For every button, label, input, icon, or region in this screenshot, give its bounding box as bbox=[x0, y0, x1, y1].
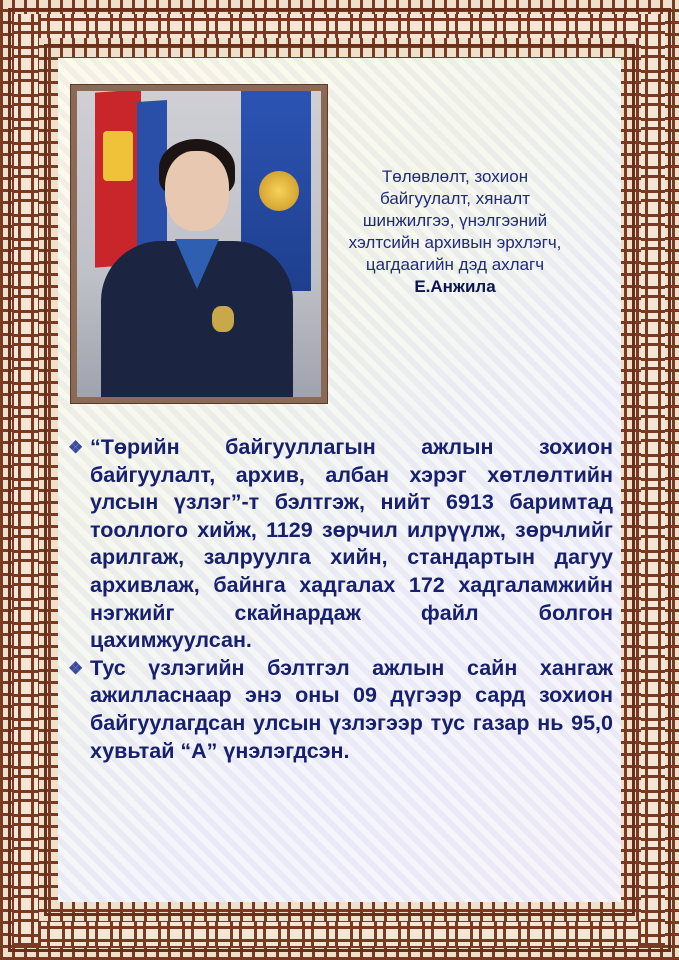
uniform-badge bbox=[212, 306, 234, 332]
diamond-bullet-icon: ❖ bbox=[68, 658, 84, 678]
person-name: Е.Анжила bbox=[414, 277, 496, 296]
portrait-photo bbox=[77, 91, 321, 397]
face bbox=[165, 151, 229, 231]
achievement-list bbox=[68, 434, 613, 765]
portrait-caption bbox=[341, 166, 569, 298]
list-item bbox=[68, 655, 613, 765]
diamond-bullet-icon: ❖ bbox=[68, 438, 84, 457]
soyombo-symbol bbox=[103, 131, 133, 181]
list-item-text: Тус үзлэгийн бэлтгэл ажлын сайн хангаж ажилласнаар энэ оны 09 дүгээр сард зохион байгуулагдсан улсын үзлэгээр тус газар нь 95,0 хувьтай “А” үнэлэгдсэн. bbox=[90, 655, 613, 763]
content-panel bbox=[58, 58, 621, 902]
portrait-frame bbox=[71, 85, 327, 403]
list-item-text: “Төрийн байгууллагын ажлын зохион байгуулалт, архив, албан хэрэг хөтлөлтийн улсын үзлэг”-т бэлтгэж, нийт 6913 баримтад тооллого хийж, 1129 зөрчил илрүүлж, зөрчлийг арилгаж, залруулга хийн, стандартын дагуу архивлаж, байнга хадгалах 172 хадгаламжийн нэгжийг скайнардаж файл болгон цахимжуулсан. bbox=[90, 435, 613, 653]
list-item bbox=[68, 434, 613, 655]
position-title: Төлөвлөлт, зохион байгуулалт, хяналт шинжилгээ, үнэлгээний хэлтсийн архивын эрхлэгч, цагдаагийн дэд ахлагч bbox=[348, 167, 562, 274]
police-emblem bbox=[259, 171, 299, 211]
